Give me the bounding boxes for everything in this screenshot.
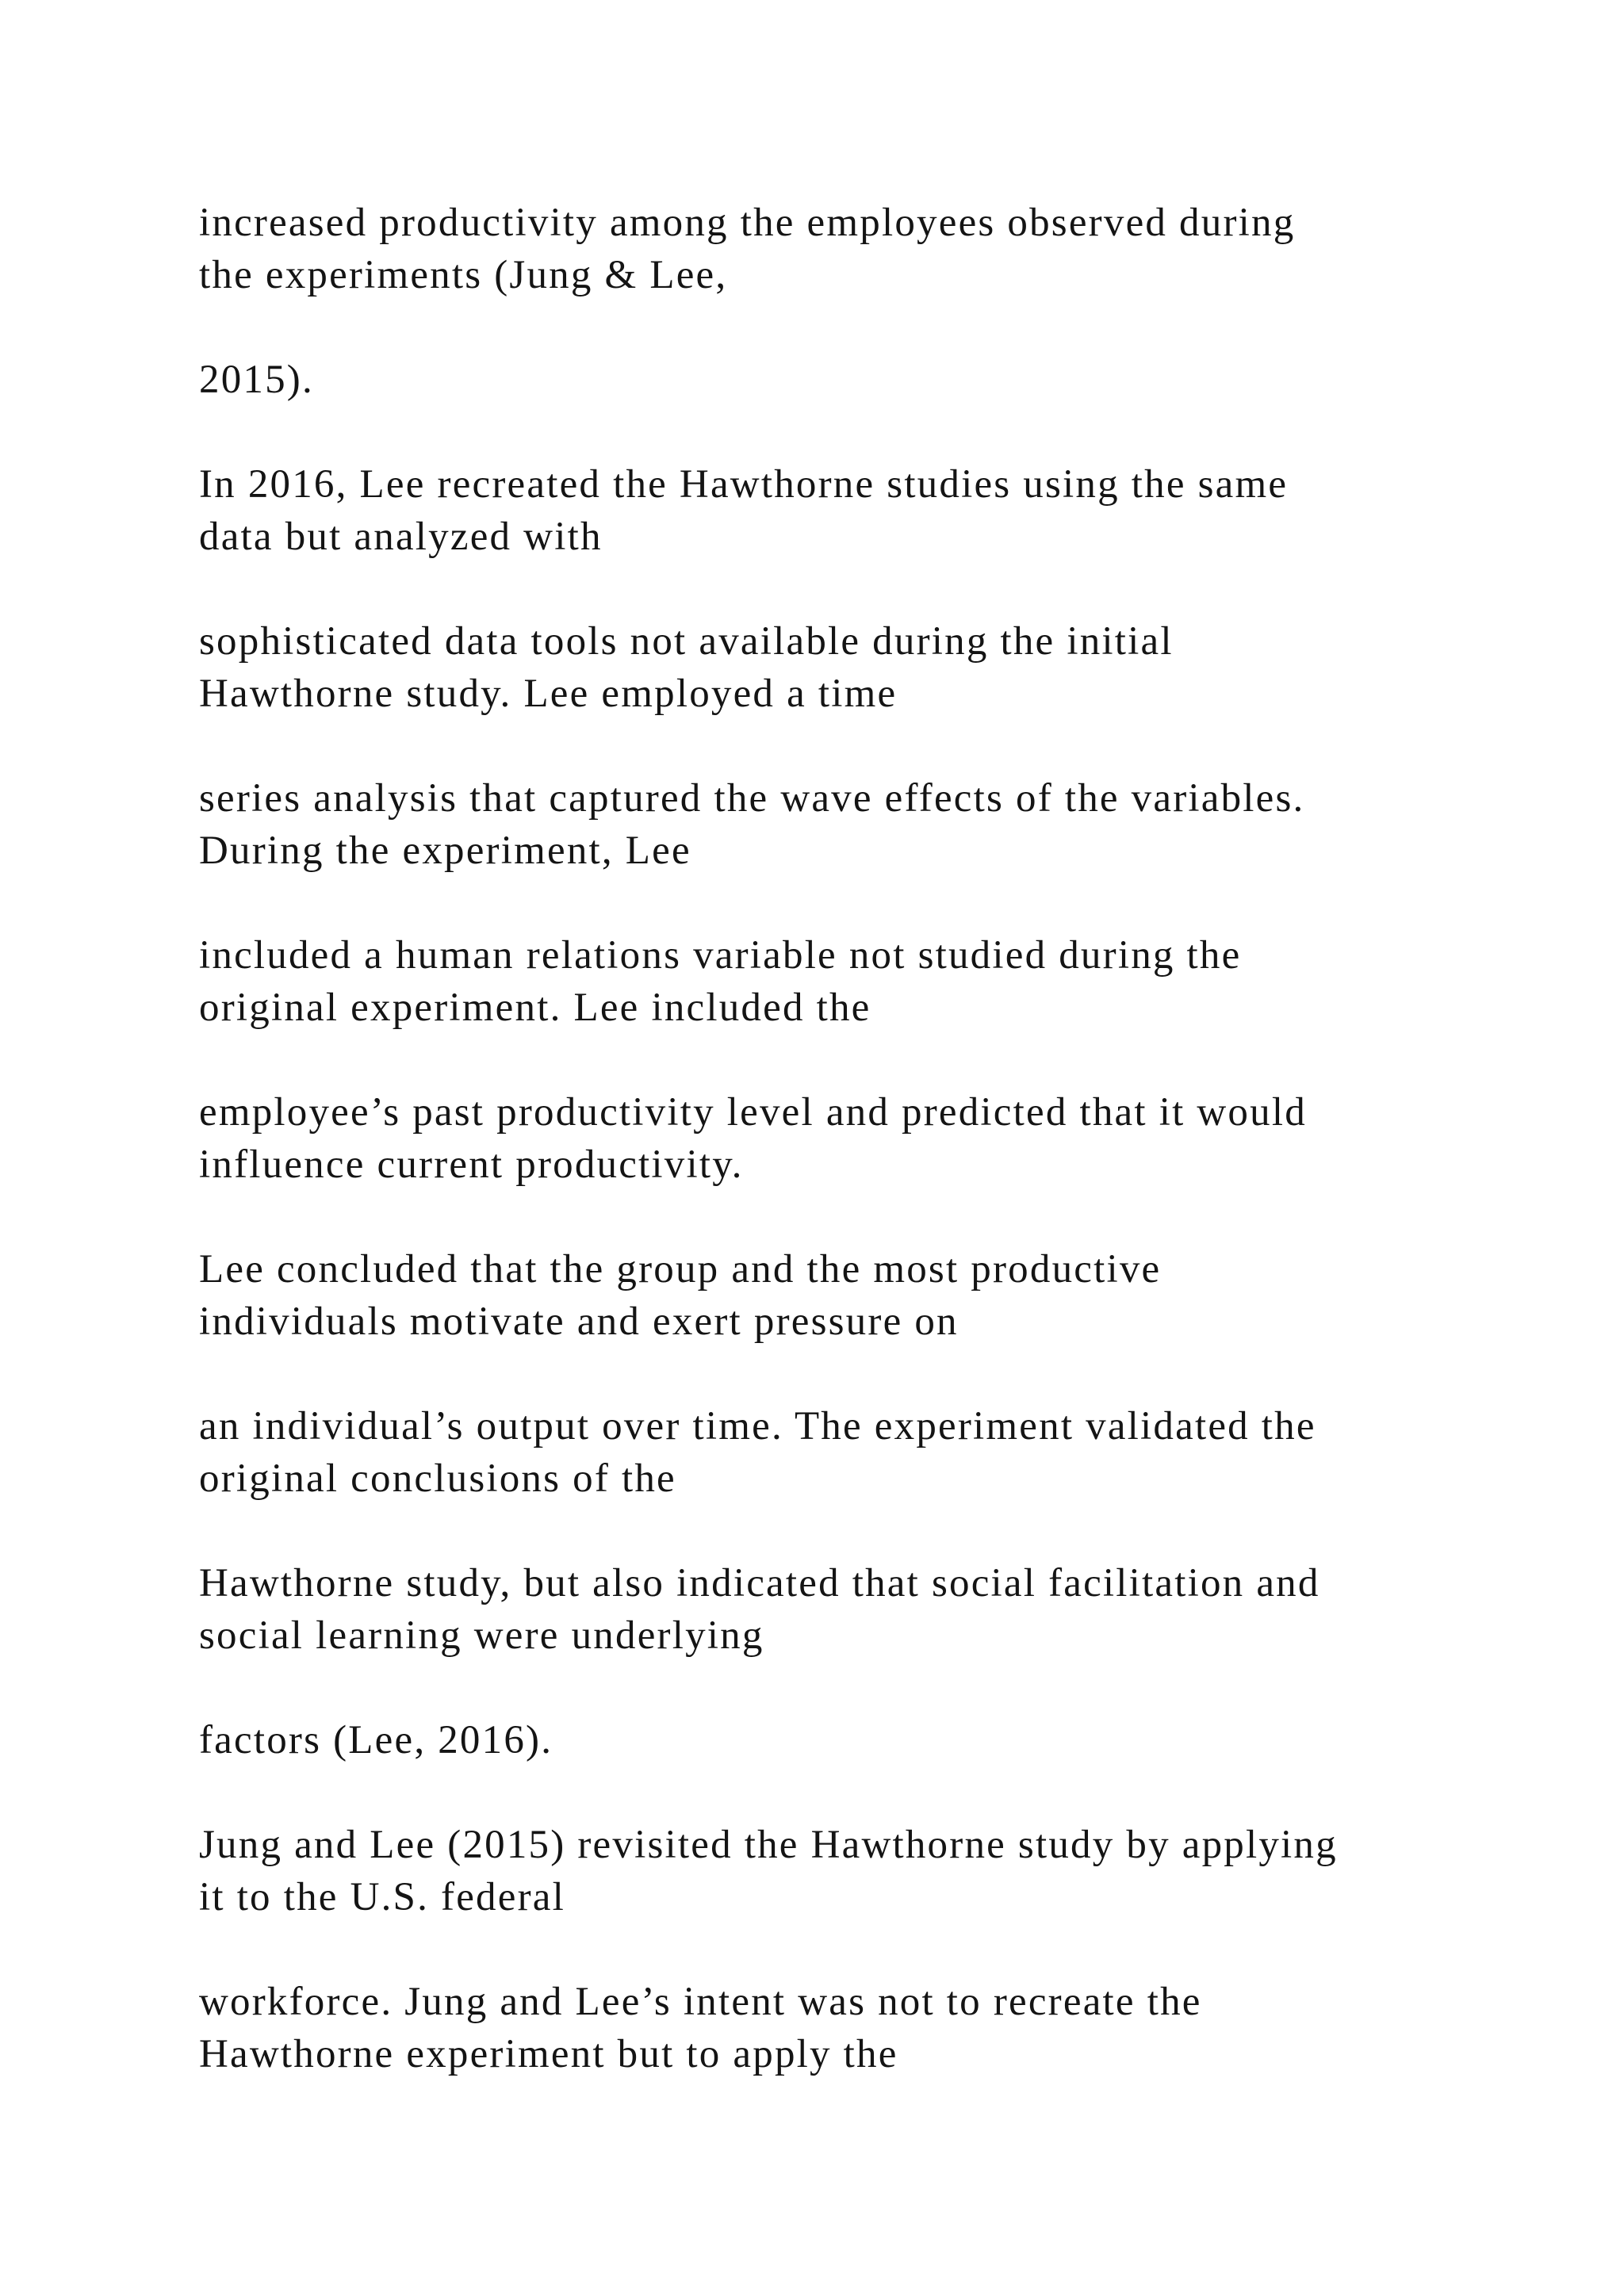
paragraph-9 [199,1400,1316,1505]
paragraph-13-line-2: Hawthorne experiment but to apply the [199,2032,898,2076]
paragraph-4 [199,615,1174,720]
paragraph-3-line-2: data but analyzed with [199,515,603,559]
paragraph-6-line-1: included a human relations variable not studied during the [199,933,1242,978]
paragraph-9-line-2: original conclusions of the [199,1456,676,1501]
paragraph-10 [199,1557,1320,1662]
paragraph-1 [199,197,1295,301]
paragraph-8-line-2: individuals motivate and exert pressure on [199,1299,959,1344]
paragraph-10-line-2: social learning were underlying [199,1613,764,1658]
paragraph-9-line-1: an individual’s output over time. The experiment validated the [199,1404,1316,1448]
paragraph-3 [199,458,1288,563]
paragraph-4-line-2: Hawthorne study. Lee employed a time [199,672,898,716]
paragraph-7 [199,1086,1307,1191]
paragraph-8 [199,1243,1161,1348]
paragraph-1-line-1: increased productivity among the employees observed during [199,201,1296,245]
paragraph-5 [199,772,1305,877]
paragraph-7-line-2: influence current productivity. [199,1142,744,1187]
paragraph-7-line-1: employee’s past productivity level and predicted that it would [199,1090,1307,1135]
paragraph-2 [199,354,314,406]
paragraph-8-line-1: Lee concluded that the group and the most productive [199,1247,1162,1292]
paragraph-12-line-2: it to the U.S. federal [199,1875,565,1919]
paragraph-6 [199,929,1241,1034]
paragraph-2-line-1: 2015). [199,358,314,402]
paragraph-11-line-1: factors (Lee, 2016). [199,1718,553,1762]
paragraph-3-line-1: In 2016, Lee recreated the Hawthorne studies using the same [199,462,1289,507]
paragraph-5-line-2: During the experiment, Lee [199,828,691,873]
paragraph-6-line-2: original experiment. Lee included the [199,985,871,1030]
paragraph-10-line-1: Hawthorne study, but also indicated that social facilitation and [199,1561,1320,1605]
paragraph-13 [199,1976,1202,2080]
paragraph-12-line-1: Jung and Lee (2015) revisited the Hawthorne study by applying [199,1823,1338,1867]
paragraph-13-line-1: workforce. Jung and Lee’s intent was not to recreate the [199,1980,1202,2024]
paragraph-5-line-1: series analysis that captured the wave effects of the variables. [199,776,1305,821]
paragraph-4-line-1: sophisticated data tools not available during the initial [199,619,1174,664]
paragraph-1-line-2: the experiments (Jung & Lee, [199,253,728,297]
paragraph-11 [199,1714,553,1766]
paragraph-12 [199,1819,1338,1923]
